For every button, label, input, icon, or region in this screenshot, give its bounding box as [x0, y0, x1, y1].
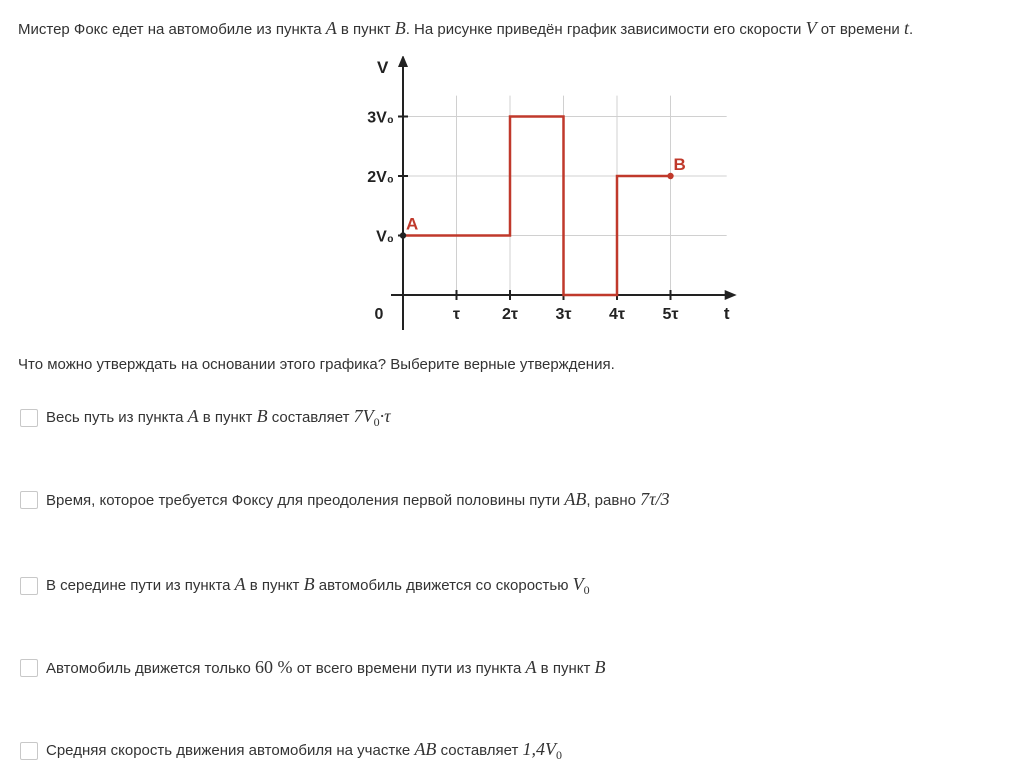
option-3[interactable]: [20, 574, 590, 598]
option-2-label: Время, которое требуется Фоксу для преодоления первой половины пути AB, равно 7τ/3: [46, 489, 670, 509]
option-3-label: В середине пути из пункта A в пункт B автомобиль движется со скоростью $V_0$: [46, 574, 590, 597]
point-label: A: [406, 214, 419, 234]
x-tick-label: 0: [374, 306, 384, 323]
x-tick-label: τ: [452, 306, 461, 323]
option-3-checkbox[interactable]: [20, 577, 38, 595]
x-axis-label: t: [723, 304, 730, 323]
y-axis-label: V: [377, 58, 389, 77]
option-4[interactable]: [20, 657, 606, 678]
option-1-label: Весь путь из пункта A в пункт B составляет $7V_0\cdot\tau$: [46, 406, 391, 429]
problem-statement: Мистер Фокс едет на автомобиле из пункта A в пункт B. На рисунке приведён график зависимости его скорости V от времени t.: [18, 18, 914, 38]
x-tick-label: 5τ: [662, 306, 679, 323]
x-axis-arrow: [725, 290, 737, 300]
option-4-checkbox[interactable]: [20, 659, 38, 677]
y-tick-label: V₀: [376, 228, 394, 246]
x-tick-label: 3τ: [555, 306, 572, 323]
y-tick-label: 2V₀: [367, 169, 394, 186]
y-axis-arrow: [398, 56, 408, 67]
option-5[interactable]: [20, 739, 562, 763]
x-tick-label: 2τ: [501, 306, 519, 323]
option-1[interactable]: [20, 406, 391, 430]
point-label: B: [673, 155, 686, 174]
series-line: [403, 117, 671, 296]
y-tick-label: 3V₀: [367, 109, 394, 127]
option-2-checkbox[interactable]: [20, 491, 38, 509]
option-4-label: Автомобиль движется только 60 % от всего времени пути из пункта A в пункт B: [46, 657, 606, 677]
x-tick-label: 4τ: [608, 306, 626, 323]
option-5-checkbox[interactable]: [20, 742, 38, 760]
option-2[interactable]: [20, 489, 670, 510]
question-text: Что можно утверждать на основании этого графика? Выберите верные утверждения.: [18, 356, 615, 373]
velocity-time-chart: [358, 56, 758, 334]
option-5-label: Средняя скорость движения автомобиля на участке AB составляет $1,4V_0$: [46, 739, 563, 762]
option-1-checkbox[interactable]: [20, 409, 38, 427]
